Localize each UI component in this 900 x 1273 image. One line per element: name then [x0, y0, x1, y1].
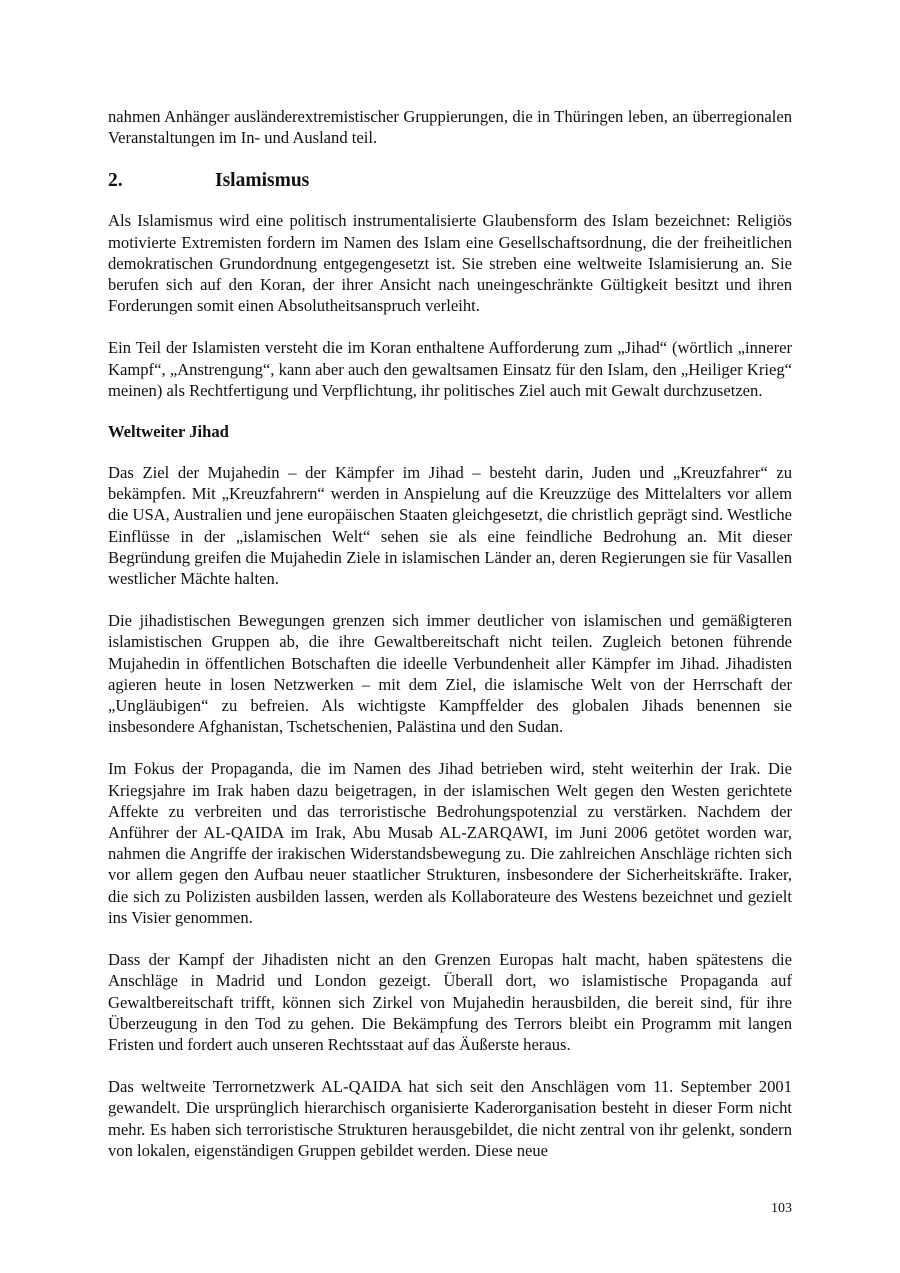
paragraph-iraq-focus: Im Fokus der Propaganda, die im Namen des Jihad betrieben wird, steht weiterhin der Irak. Die Kriegsjahre im Irak haben dazu beigetragen, in der islamischen Welt gegen den Westen gerichtete Affekte zu verbreiten und das terroristische Bedrohungspotenzial zu verstärken. Nachdem der Anführer der AL-QAIDA im Irak, Abu Musab AL-ZARQAWI, im Juni 2006 getötet worden war, nahmen die Angriffe der irakischen Widerstandsbewegung zu. Die zahlreichen Anschläge richten sich vor allem gegen den Aufbau neuer staatlicher Strukturen, insbesondere der Sicherheitskräfte. Iraker, die sich zu Polizisten ausbilden lassen, werden als Kollaborateure des Westens bezeichnet und gezielt ins Visier genommen. [108, 759, 792, 927]
page-body [108, 106, 792, 1161]
subheading-global-jihad: Weltweiter Jihad [108, 422, 229, 442]
paragraph-europe-attacks: Dass der Kampf der Jihadisten nicht an den Grenzen Europas halt macht, haben spätestens die Anschläge in Madrid und London gezeigt. Überall dort, wo islamistische Propaganda auf Gewaltbereitschaft trifft, können sich Zirkel von Mujahedin herausbilden, die bereit sind, für ihre Überzeugung in den Tod zu gehen. Die Bekämpfung des Terrors bleibt ein Programm mit langen Fristen und fordert auch unseren Rechtsstaat auf das Äußerste heraus. [108, 950, 792, 1054]
section-title: Islamismus [215, 170, 310, 192]
paragraph-jihad-meaning: Ein Teil der Islamisten versteht die im Koran enthaltene Aufforderung zum „Jihad“ (wörtlich „innerer Kampf“, „Anstrengung“, kann aber auch den gewaltsamen Einsatz für den Islam, den „Heiliger Krieg“ meinen) als Rechtfertigung und Verpflichtung, ihr politisches Ziel auch mit Gewalt durchzusetzen. [108, 338, 792, 400]
section-number: 2. [108, 170, 123, 192]
paragraph-islamism-definition: Als Islamismus wird eine politisch instrumentalisierte Glaubensform des Islam bezeichnet: Religiös motivierte Extremisten fordern im Namen des Islam eine Gesellschaftsordnung, die der freiheitlichen demokratischen Grundordnung entgegengesetzt ist. Sie streben eine weltweite Islamisierung an. Sie berufen sich auf den Koran, der ihrer Ansicht nach uneingeschränkte Gültigkeit besitzt und ihren Forderungen somit einen Absolutheitsanspruch verleiht. [108, 211, 792, 316]
section-heading [108, 169, 792, 193]
page-number: 103 [771, 1201, 792, 1216]
intro-paragraph: nahmen Anhänger ausländerextremistischer Gruppierungen, die in Thüringen leben, an überregionalen Veranstaltungen im In- und Ausland teil. [108, 107, 792, 148]
paragraph-mujahedin-goal: Das Ziel der Mujahedin – der Kämpfer im Jihad – besteht darin, Juden und „Kreuzfahrer“ zu bekämpfen. Mit „Kreuzfahrern“ werden in Anspielung auf die Kreuzzüge des Mittelalters vor allem die USA, Australien und jene europäischen Staaten gleichgesetzt, die christlich geprägt sind. Westliche Einflüsse in der „islamischen Welt“ sehen sie als eine feindliche Bedrohung an. Mit dieser Begründung greifen die Mujahedin Ziele in islamischen Länder an, deren Regierungen sie für Vasallen westlicher Mächte halten. [108, 463, 792, 589]
paragraph-jihadist-movements: Die jihadistischen Bewegungen grenzen sich immer deutlicher von islamischen und gemäßigteren islamistischen Gruppen ab, die ihre Gewaltbereitschaft nicht teilen. Zugleich betonen führende Mujahedin in öffentlichen Botschaften die ideelle Verbundenheit aller Kämpfer im Jihad. Jihadisten agieren heute in losen Netzwerken – mit dem Ziel, die islamische Welt von der Herrschaft der „Ungläubigen“ zu befreien. Als wichtigste Kampffelder des globalen Jihads benennen sie insbesondere Afghanistan, Tschetschenien, Palästina und den Sudan. [108, 611, 792, 737]
paragraph-al-qaida-network: Das weltweite Terrornetzwerk AL-QAIDA hat sich seit den Anschlägen vom 11. September 2001 gewandelt. Die ursprünglich hierarchisch organisierte Kaderorganisation besteht in dieser Form nicht mehr. Es haben sich terroristische Strukturen herausgebildet, die nicht zentral von ihr gelenkt, sondern von lokalen, eigenständigen Gruppen gebildet werden. Diese neue [108, 1077, 792, 1160]
